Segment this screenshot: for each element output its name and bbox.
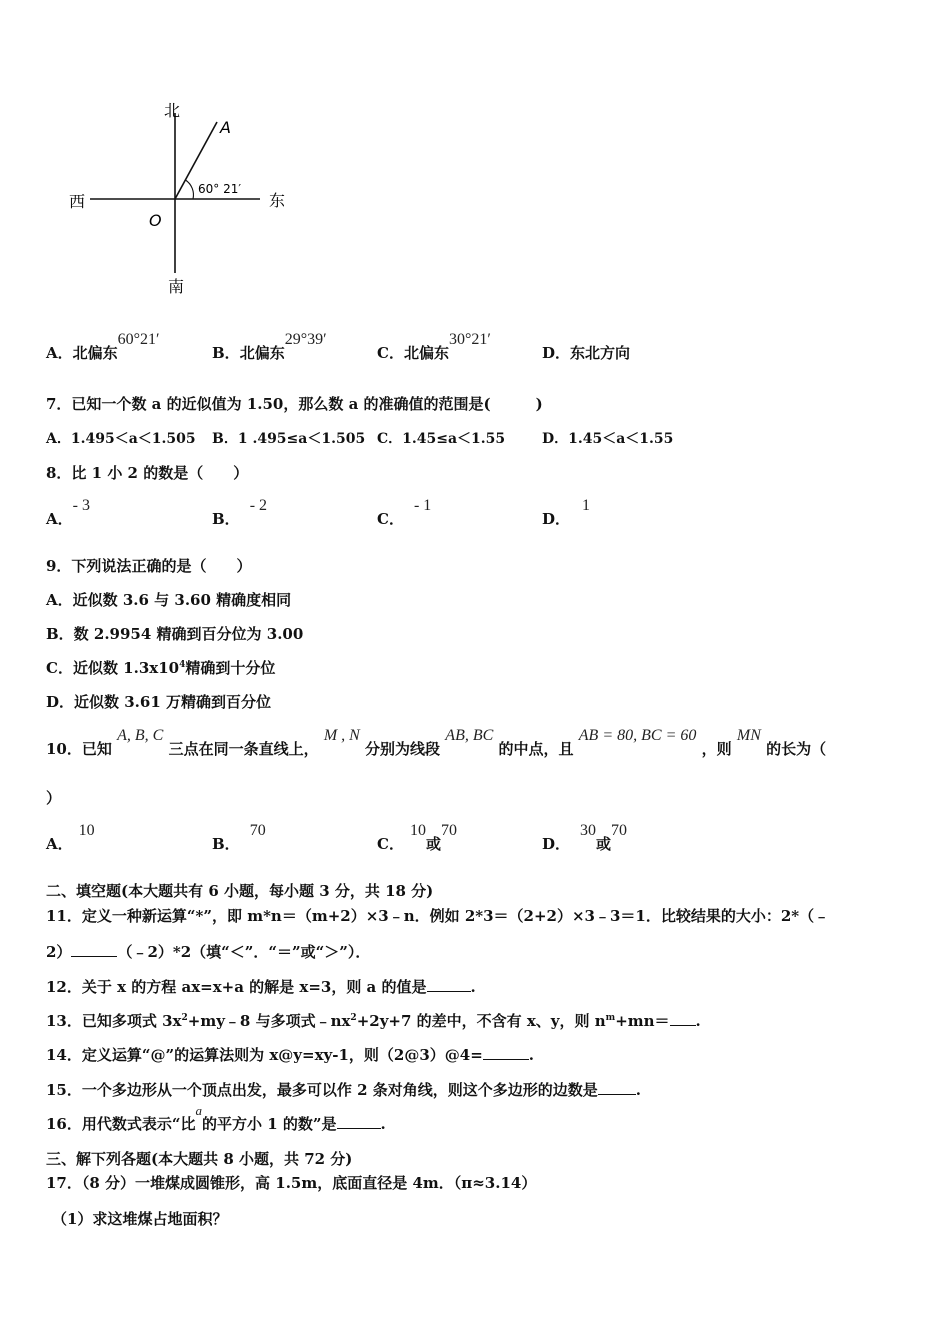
q7-option-d[interactable]: D．1.45＜a＜1.55 [542, 431, 674, 447]
q17-stem: 17．（8 分）一堆煤成圆锥形，高 1.5m，底面直径是 4m．（π≈3.14） [46, 1174, 537, 1192]
q9-option-c[interactable]: C．近似数 $1.3x10^4$精确到十分位 [46, 659, 276, 677]
q15-answer-blank[interactable] [598, 1080, 636, 1095]
angle-label: 60° 21′ [198, 182, 242, 196]
q6-option-b[interactable]: B．北偏东29°39′ [212, 331, 327, 362]
q13: 13．已知多项式 $3x^2+my﹣8$ 与多项式$﹣nx^2+2y+7$ 的差中，不含有 x、y，则 $n^m+mn=$ . [46, 1012, 701, 1030]
q8-stem: 8．比 1 小 2 的数是（ ） [46, 464, 249, 482]
q9-option-a[interactable]: A．近似数 3.6 与 3.60 精确度相同 [46, 591, 292, 609]
q11-line-1: 11．定义一种新运算“*”，即 m*n＝（m+2）×3﹣n．例如 2*3＝（2+2）×3﹣3＝1．比较结果的大小：2*（﹣ [46, 907, 830, 925]
q7-stem: 7．已知一个数 a 的近似值为 1.50，那么数 a 的准确值的范围是( ) [46, 395, 543, 413]
q14: 14．定义运算“@”的运算法则为 x@y=xy-1，则（2@3）@4= . [46, 1046, 535, 1064]
q12: 12．关于 x 的方程 ax=x+a 的解是 x=3，则 a 的值是 . [46, 978, 476, 996]
q10-close-paren: ） [46, 789, 62, 807]
east-label: 东 [269, 191, 286, 210]
q8-option-a[interactable]: A．- 3 [46, 497, 90, 528]
south-label: 南 [168, 277, 185, 296]
q9-stem: 9．下列说法正确的是（ ） [46, 557, 252, 575]
q13-answer-blank[interactable] [670, 1011, 696, 1026]
q10-option-b[interactable]: B．70 [212, 822, 266, 853]
q10-option-d[interactable]: D．30或70 [542, 822, 628, 853]
q12-answer-blank[interactable] [427, 977, 471, 992]
q16-answer-blank[interactable] [337, 1114, 381, 1129]
q10-stem: 10．已知 A, B, C 三点在同一条直线上， M , N 分别为线段 AB, BC 的中点，且 AB = 80, BC = 60 ，则 MN 的长为（ [46, 727, 827, 758]
angle-arc [186, 180, 194, 199]
q7-option-b[interactable]: B．1 .495≤a＜1.505 [212, 431, 366, 447]
q8-option-d[interactable]: D．1 [542, 497, 591, 528]
q6-option-a[interactable]: A．北偏东60°21′ [46, 331, 160, 362]
q10-option-c[interactable]: C．10或70 [377, 822, 457, 853]
q11-line-2: 2） （﹣2）*2（填“＜”．“＝”或“＞”）． [46, 943, 371, 961]
q16: 16．用代数式表示“比a的平方小 1 的数”是 . [46, 1103, 386, 1133]
section-2-heading: 二、填空题(本大题共有 6 小题，每小题 3 分，共 18 分) [46, 882, 434, 900]
q14-answer-blank[interactable] [483, 1045, 529, 1060]
q9-option-b[interactable]: B．数 2.9954 精确到百分位为 3.00 [46, 625, 304, 643]
section-3-heading: 三、解下列各题(本大题共 8 小题，共 72 分) [46, 1150, 353, 1168]
origin-label: O [149, 211, 162, 230]
west-label: 西 [69, 192, 86, 211]
q7-option-a[interactable]: A．1.495＜a＜1.505 [46, 431, 196, 447]
q11-answer-blank[interactable] [71, 942, 117, 957]
q6-option-d[interactable]: D．东北方向 [542, 344, 631, 362]
q17-sub-1: （1）求这堆煤占地面积？ [52, 1210, 228, 1228]
q9-option-d[interactable]: D．近似数 3.61 万精确到百分位 [46, 693, 271, 711]
q8-option-b[interactable]: B．- 2 [212, 497, 268, 528]
q6-option-c[interactable]: C．北偏东30°21′ [377, 331, 491, 362]
q10-option-a[interactable]: A．10 [46, 822, 95, 853]
compass-figure [60, 95, 320, 305]
point-a-label: A [220, 118, 231, 137]
q7-option-c[interactable]: C．1.45≤a＜1.55 [377, 431, 506, 447]
north-label: 北 [164, 101, 181, 120]
q8-option-c[interactable]: C．- 1 [377, 497, 432, 528]
q15: 15．一个多边形从一个顶点出发，最多可以作 2 条对角线，则这个多边形的边数是 . [46, 1081, 641, 1099]
